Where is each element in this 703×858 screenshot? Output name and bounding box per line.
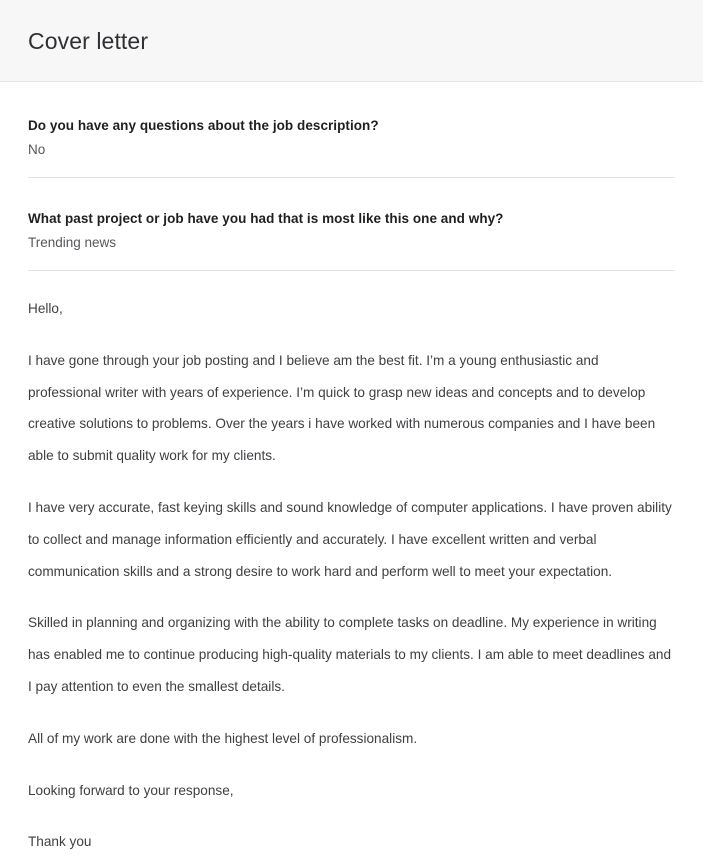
letter-paragraph: I have gone through your job posting and I believe am the best fit. I’m a young enthusiastic and professional writer with years of experience. I’m quick to grasp new ideas and concepts and to develop creative solutions to problems. Over the years i have worked with numerous companies and I have been able to submit quality work for my clients. <box>28 352 656 464</box>
question-label: What past project or job have you had that is most like this one and why? <box>28 211 504 226</box>
page-header <box>0 0 703 82</box>
answer-value: No <box>28 142 46 157</box>
question-answer-block <box>28 178 675 271</box>
question-label: Do you have any questions about the job description? <box>28 118 379 133</box>
letter-paragraph: Thank you <box>28 834 92 850</box>
answer-value: Trending news <box>28 235 117 250</box>
page-content <box>0 82 703 858</box>
letter-paragraph: Looking forward to your response, <box>28 782 234 798</box>
letter-paragraph: I have very accurate, fast keying skills and sound knowledge of computer applications. I have proven ability to collect and manage information efficiently and accurately. I have excellent written and verbal communication skills and a strong desire to work hard and perform well to meet your expectation. <box>28 499 672 579</box>
cover-letter-body <box>28 271 675 858</box>
letter-paragraph: Skilled in planning and organizing with the ability to complete tasks on deadline. My experience in writing has enabled me to continue producing high-quality materials to my clients. I am able to meet deadlines and I pay attention to even the smallest details. <box>28 615 672 694</box>
question-answer-block <box>28 82 675 178</box>
letter-paragraph: Hello, <box>28 301 63 316</box>
letter-paragraph: All of my work are done with the highest level of professionalism. <box>28 730 418 746</box>
page-title: Cover letter <box>28 27 149 54</box>
